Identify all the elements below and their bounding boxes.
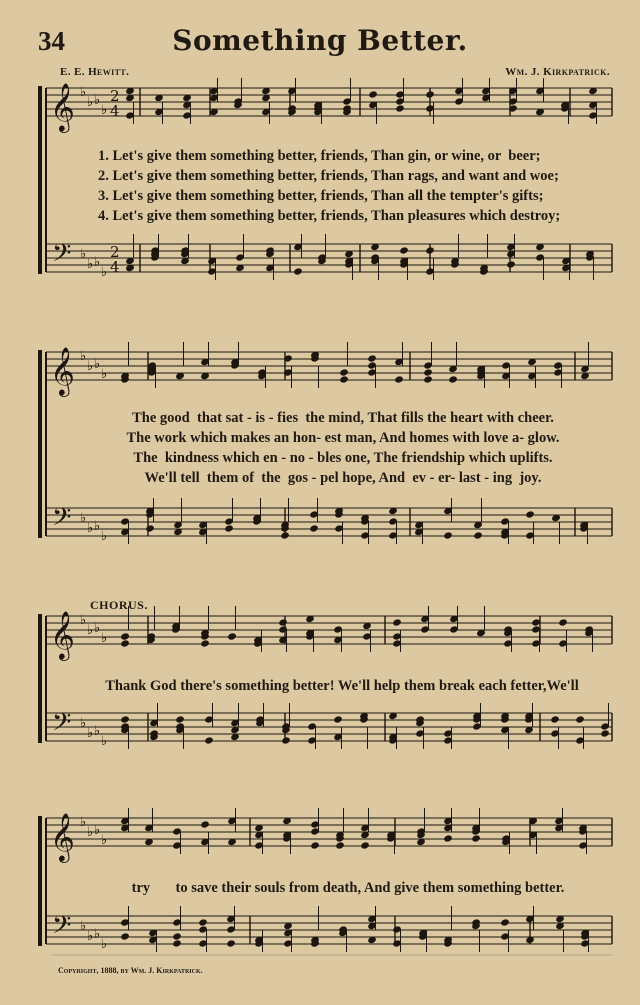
- flat-sign: ♭: [94, 823, 101, 838]
- treble-note: [471, 834, 481, 842]
- flat-sign: ♭: [80, 85, 87, 100]
- treble-note: [120, 632, 130, 640]
- treble-note: [368, 90, 378, 98]
- bass-note: [281, 736, 291, 744]
- bass-note: [172, 932, 182, 940]
- verse-4-line-1: 4. Let's give them something better, friends, Than pleasures which destroy;: [98, 208, 561, 224]
- flat-sign: ♭: [87, 623, 94, 638]
- flat-sign: ♭: [94, 357, 101, 372]
- verse-2-line-2: The work which makes an hon- est man, And homes with love a- glow.: [126, 430, 560, 446]
- treble-clef: 𝄞: [50, 812, 75, 861]
- chorus-line-2: try to save their souls from death, And give them something better.: [131, 880, 565, 896]
- verse-1-line-2: The good that sat - is - fies the mind, That fills the heart with cheer.: [132, 410, 554, 426]
- flat-sign: ♭: [94, 93, 101, 108]
- time-sig-bottom: 4: [110, 258, 120, 276]
- flat-sign: ♭: [80, 716, 87, 731]
- treble-note: [360, 841, 370, 849]
- flat-sign: ♭: [94, 724, 101, 739]
- treble-note: [310, 841, 320, 849]
- copyright-footer: Copyright, 1888, by Wm. J. Kirkpatrick.: [58, 966, 203, 975]
- flat-sign: ♭: [87, 726, 94, 741]
- bass-note: [399, 246, 409, 254]
- bass-note: [506, 260, 516, 268]
- flat-sign: ♭: [101, 367, 108, 382]
- treble-note: [423, 375, 433, 383]
- flat-sign: ♭: [101, 937, 108, 952]
- bass-note: [172, 939, 182, 947]
- flat-sign: ♭: [94, 519, 101, 534]
- flat-sign: ♭: [87, 257, 94, 272]
- system-brace: [38, 86, 42, 274]
- flat-sign: ♭: [94, 255, 101, 270]
- flat-sign: ♭: [101, 734, 108, 749]
- flat-sign: ♭: [80, 919, 87, 934]
- flat-sign: ♭: [80, 613, 87, 628]
- flat-sign: ♭: [80, 815, 87, 830]
- bass-note: [120, 932, 130, 940]
- verse-3-line-1: 3. Let's give them something better, friends, Than all the tempter's gifts;: [98, 188, 544, 204]
- verse-1-line-1: 1. Let's give them something better, friends, Than gin, or wine, or beer;: [98, 148, 541, 164]
- bass-note: [224, 524, 234, 532]
- bass-note: [226, 939, 236, 947]
- bass-note: [280, 531, 290, 539]
- flat-sign: ♭: [80, 511, 87, 526]
- time-sig-bottom: 4: [110, 102, 120, 120]
- treble-note: [339, 375, 349, 383]
- treble-note: [392, 618, 402, 626]
- treble-clef: 𝄞: [50, 82, 75, 131]
- flat-sign: ♭: [87, 359, 94, 374]
- bass-note: [293, 267, 303, 275]
- treble-note: [448, 375, 458, 383]
- treble-note: [558, 618, 568, 626]
- treble-note: [394, 375, 404, 383]
- flat-sign: ♭: [101, 265, 108, 280]
- bass-clef: 𝄢: [52, 708, 72, 743]
- flat-sign: ♭: [87, 929, 94, 944]
- bass-clef: 𝄢: [52, 503, 72, 538]
- treble-note: [423, 368, 433, 376]
- time-sig-top: 2: [110, 87, 120, 105]
- system-brace: [38, 816, 42, 946]
- system-brace: [38, 350, 42, 538]
- bass-note: [333, 715, 343, 723]
- treble-note: [200, 639, 210, 647]
- flat-sign: ♭: [94, 927, 101, 942]
- treble-clef: 𝄞: [50, 346, 75, 395]
- treble-note: [443, 834, 453, 842]
- flat-sign: ♭: [101, 529, 108, 544]
- bass-clef: 𝄢: [52, 911, 72, 946]
- bass-note: [204, 736, 214, 744]
- treble-note: [367, 354, 377, 362]
- verse-4-line-2: We'll tell them of the gos - pel hope, And ev - er- last - ing joy.: [144, 470, 542, 486]
- treble-note: [278, 618, 288, 626]
- composer-credit: Wm. J. Kirkpatrick.: [505, 66, 610, 78]
- flat-sign: ♭: [87, 521, 94, 536]
- flat-sign: ♭: [101, 103, 108, 118]
- flat-sign: ♭: [80, 247, 87, 262]
- chorus-line-1: Thank God there's something better! We'll help them break each fetter,We'll: [105, 678, 579, 694]
- flat-sign: ♭: [87, 825, 94, 840]
- flat-sign: ♭: [101, 631, 108, 646]
- treble-note: [200, 820, 210, 828]
- bass-note: [500, 918, 510, 926]
- bass-note: [525, 510, 535, 518]
- bass-note: [309, 524, 319, 532]
- bass-note: [198, 918, 208, 926]
- verse-2-line-1: 2. Let's give them something better, friends, Than rags, and want and woe;: [98, 168, 559, 184]
- flat-sign: ♭: [94, 621, 101, 636]
- bass-note: [550, 715, 560, 723]
- bass-clef: 𝄢: [52, 239, 72, 274]
- treble-note: [227, 632, 237, 640]
- lyricist-credit: E. E. Hewitt.: [60, 66, 130, 78]
- bass-note: [600, 729, 610, 737]
- flat-sign: ♭: [101, 833, 108, 848]
- bass-note: [120, 715, 130, 723]
- treble-note: [425, 90, 435, 98]
- flat-sign: ♭: [87, 95, 94, 110]
- bass-note: [175, 715, 185, 723]
- treble-note: [120, 639, 130, 647]
- treble-clef: 𝄞: [50, 610, 75, 659]
- verse-3-line-2: The kindness which en - no - bles one, The friendship which uplifts.: [133, 450, 553, 466]
- bass-note: [575, 715, 585, 723]
- treble-note: [335, 841, 345, 849]
- time-sig-top: 2: [110, 243, 120, 261]
- chorus-label: CHORUS.: [90, 598, 148, 612]
- hymn-title: Something Better.: [172, 24, 468, 57]
- bass-note: [145, 524, 155, 532]
- treble-note: [339, 368, 349, 376]
- treble-note: [395, 104, 405, 112]
- bass-note: [425, 246, 435, 254]
- bass-note: [473, 531, 483, 539]
- flat-sign: ♭: [80, 349, 87, 364]
- bass-note: [443, 531, 453, 539]
- page-number: 34: [38, 26, 65, 56]
